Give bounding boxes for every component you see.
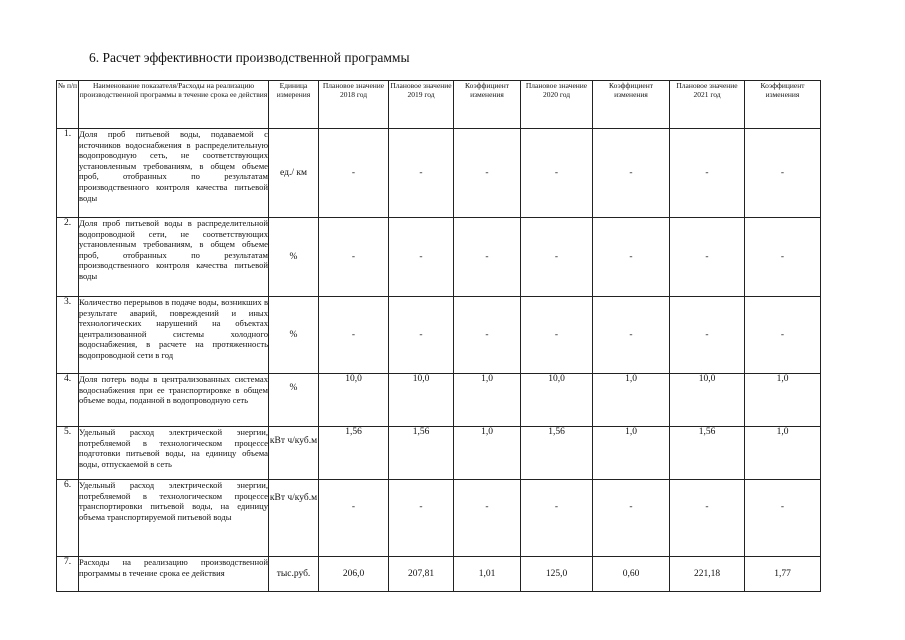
header-plan-2018: Плановое значение 2018 год [319, 81, 389, 129]
value-plan-2018: 1,56 [319, 427, 389, 480]
value-plan-2020: - [521, 218, 593, 297]
value-coef-1: - [454, 480, 521, 557]
value-plan-2018: - [319, 297, 389, 374]
value-plan-2021: - [670, 297, 745, 374]
value-plan-2020: - [521, 297, 593, 374]
value-plan-2021: - [670, 129, 745, 218]
header-coef-3: Коэффициент изменения [745, 81, 821, 129]
row-description: Расходы на реализацию производственной программы в течение срока ее действия [79, 557, 269, 592]
row-number: 1. [57, 129, 79, 218]
table-row [57, 557, 821, 592]
value-coef-3: 1,0 [745, 427, 821, 480]
value-coef-2: 0,60 [593, 557, 670, 592]
value-coef-1: - [454, 218, 521, 297]
row-description: Количество перерывов в подаче воды, возникших в результате аварий, повреждений и иных технологических нарушений на объектах централизованной системы холодного водоснабжения, в расчете на протяженность водопроводной сети в год [79, 297, 269, 374]
row-unit: % [269, 374, 319, 427]
value-plan-2019: - [389, 129, 454, 218]
header-unit: Единица измерения [269, 81, 319, 129]
value-plan-2019: 10,0 [389, 374, 454, 427]
value-coef-2: - [593, 129, 670, 218]
value-plan-2020: 125,0 [521, 557, 593, 592]
value-plan-2019: 1,56 [389, 427, 454, 480]
value-coef-3: 1,77 [745, 557, 821, 592]
value-coef-1: 1,0 [454, 374, 521, 427]
row-number: 7. [57, 557, 79, 592]
header-num: № п/п [57, 81, 79, 129]
table-row [57, 427, 821, 480]
page-title: 6. Расчет эффективности производственной программы [89, 50, 410, 65]
value-plan-2019: - [389, 297, 454, 374]
row-unit: кВт ч/куб.м [269, 427, 319, 480]
value-coef-3: - [745, 297, 821, 374]
header-plan-2021: Плановое значение 2021 год [670, 81, 745, 129]
efficiency-table [56, 80, 821, 592]
header-plan-2020: Плановое значение 2020 год [521, 81, 593, 129]
value-plan-2018: 206,0 [319, 557, 389, 592]
value-coef-2: - [593, 480, 670, 557]
value-coef-3: - [745, 129, 821, 218]
row-description: Удельный расход электрической энергии, потребляемой в технологическом процессе подготовки питьевой воды, на единицу объема воды, отпускаемой в сеть [79, 427, 269, 480]
value-coef-2: 1,0 [593, 374, 670, 427]
value-plan-2020: 1,56 [521, 427, 593, 480]
value-plan-2018: - [319, 218, 389, 297]
table-row [57, 480, 821, 557]
value-coef-1: - [454, 129, 521, 218]
row-unit: % [269, 218, 319, 297]
row-number: 3. [57, 297, 79, 374]
row-number: 6. [57, 480, 79, 557]
table-row [57, 129, 821, 218]
value-coef-2: - [593, 218, 670, 297]
value-plan-2018: - [319, 129, 389, 218]
value-coef-1: 1,0 [454, 427, 521, 480]
row-unit: кВт ч/куб.м [269, 480, 319, 557]
value-plan-2020: - [521, 129, 593, 218]
row-number: 4. [57, 374, 79, 427]
header-coef-1: Коэффициент изменения [454, 81, 521, 129]
value-plan-2020: - [521, 480, 593, 557]
value-plan-2018: - [319, 480, 389, 557]
row-number: 2. [57, 218, 79, 297]
value-plan-2019: 207,81 [389, 557, 454, 592]
row-description: Доля потерь воды в централизованных системах водоснабжения при ее транспортировке в общем объеме воды, поданной в водопроводную сеть [79, 374, 269, 427]
value-coef-2: 1,0 [593, 427, 670, 480]
value-coef-1: 1,01 [454, 557, 521, 592]
row-description: Удельный расход электрической энергии, потребляемой в технологическом процессе транспортировки питьевой воды, на единицу объема транспортируемой питьевой воды [79, 480, 269, 557]
row-description: Доля проб питьевой воды в распределительной водопроводной сети, не соответствующих установленным требованиям, в общем объеме проб, отобранных по результатам производственного контроля качества питьевой воды [79, 218, 269, 297]
value-plan-2021: - [670, 218, 745, 297]
value-coef-3: - [745, 480, 821, 557]
header-row [57, 81, 821, 129]
value-coef-3: 1,0 [745, 374, 821, 427]
row-description: Доля проб питьевой воды, подаваемой с источников водоснабжения в распределительную водопроводную сеть, не соответствующих установленным требованиям, в общем объеме проб, отобранных по результатам производственного контроля качества питьевой воды [79, 129, 269, 218]
value-plan-2019: - [389, 218, 454, 297]
header-name: Наименование показателя/Расходы на реализацию производственной программы в течение срока ее действия [79, 81, 269, 129]
value-coef-3: - [745, 218, 821, 297]
table-row [57, 218, 821, 297]
row-unit: % [269, 297, 319, 374]
value-plan-2021: - [670, 480, 745, 557]
value-coef-1: - [454, 297, 521, 374]
table-row [57, 297, 821, 374]
value-plan-2021: 10,0 [670, 374, 745, 427]
row-unit: тыс.руб. [269, 557, 319, 592]
table-row [57, 374, 821, 427]
value-coef-2: - [593, 297, 670, 374]
value-plan-2020: 10,0 [521, 374, 593, 427]
row-number: 5. [57, 427, 79, 480]
value-plan-2021: 221,18 [670, 557, 745, 592]
header-plan-2019: Плановое значение 2019 год [389, 81, 454, 129]
row-unit: ед./ км [269, 129, 319, 218]
header-coef-2: Коэффициент изменения [593, 81, 670, 129]
value-plan-2021: 1,56 [670, 427, 745, 480]
value-plan-2018: 10,0 [319, 374, 389, 427]
value-plan-2019: - [389, 480, 454, 557]
